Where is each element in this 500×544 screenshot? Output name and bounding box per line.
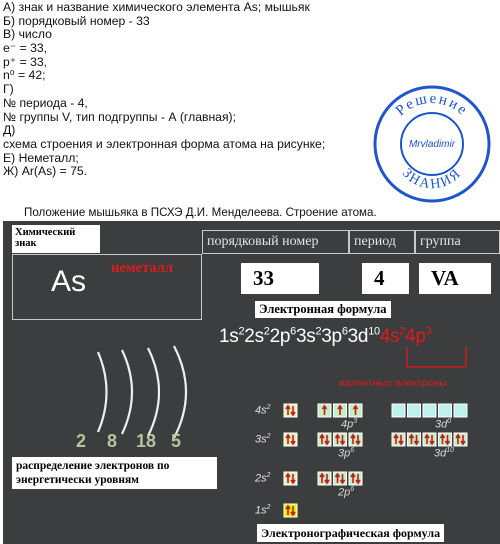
orbital-3d-cell <box>392 433 405 446</box>
text-line: № группы V, тип подгруппы - А (главная); <box>3 109 237 124</box>
text-line: В) число <box>3 27 52 42</box>
orbital-2p-cell <box>334 472 347 485</box>
text-line: № периода - 4, <box>3 95 88 110</box>
stamp-top-text: Решение <box>392 90 472 120</box>
orbital-3d-empty-cell <box>423 404 436 417</box>
text-line: Б) порядковый номер - 33 <box>3 13 150 28</box>
level-4s: $4s^2$ <box>255 404 271 417</box>
header-period: период <box>349 230 415 254</box>
orbital-2s-cell <box>284 472 297 485</box>
symbol-label: Химический знак <box>12 225 100 253</box>
graphic-formula-label: Электронографическая формула <box>257 524 444 542</box>
sublevel-4p: $4p^3$ <box>341 418 358 431</box>
atom-structure-panel <box>3 221 500 544</box>
shell-arc <box>148 348 159 436</box>
text-line: Ж) Ar(As) = 75. <box>3 164 88 179</box>
sublevel-2p: $2p^6$ <box>338 486 355 499</box>
orbital-3p-cell <box>318 433 331 446</box>
shell-arc <box>122 350 132 434</box>
text-line: Е) Неметалл; <box>3 150 79 165</box>
valence-electrons-label: валентные электроны <box>339 377 447 389</box>
sublevel-3p: $3p^6$ <box>338 447 355 460</box>
period-value: 4 <box>362 263 409 294</box>
text-line: e⁻ = 33, <box>3 41 48 56</box>
formula-valence: $4s^24p^3$ <box>379 326 432 348</box>
element-symbol: As <box>51 265 87 298</box>
sublevel-3d: $3d^{10}$ <box>434 447 455 460</box>
shell-count: 8 <box>107 431 118 451</box>
header-number: порядковый номер <box>202 230 349 254</box>
orbital-2p-cell <box>349 472 362 485</box>
text-line: Д) <box>3 123 16 138</box>
orbital-3d-cell <box>408 433 421 446</box>
orbital-4s-cell <box>284 404 297 417</box>
answer-text <box>3 1 363 179</box>
stamp-bottom-text: ЗНАНИЯ <box>399 165 465 193</box>
group-value: VA <box>419 263 491 294</box>
orbital-3d-cell <box>423 433 436 446</box>
orbital-3d-empty-cell <box>408 404 421 417</box>
text-line: А) знак и название химического элемента As; мышьяк <box>3 0 310 14</box>
atomic-number: 33 <box>241 263 319 294</box>
shell-arc <box>174 346 186 438</box>
level-3s: $3s^2$ <box>255 433 271 446</box>
text-line: Г) <box>3 82 14 97</box>
orbital-3d-empty-cell <box>454 404 467 417</box>
orbital-3d-empty-cell <box>439 404 452 417</box>
stamp-seal <box>372 84 492 204</box>
shell-count: 2 <box>76 431 87 451</box>
shell-count: 5 <box>171 431 182 451</box>
svg-text:ЗНАНИЯ <box>399 166 465 193</box>
orbital-1s-cell <box>284 504 297 517</box>
orbital-3s-cell <box>284 433 297 446</box>
orbital-3d-empty-cell <box>392 404 405 417</box>
text-line: n⁰ = 42; <box>3 68 46 83</box>
orbital-3d-cell <box>439 433 452 446</box>
orbital-2p-cell <box>318 472 331 485</box>
shell-count: 18 <box>136 431 157 451</box>
orbital-3p-cell <box>334 433 347 446</box>
orbital-3d-cell <box>454 433 467 446</box>
sublevel-3d-empty: $3d^0$ <box>435 418 452 431</box>
text-line: p⁺ = 33, <box>3 54 48 69</box>
electron-formula-label: Электронная формула <box>255 301 391 318</box>
orbital-3p-cell <box>349 433 362 446</box>
level-2s: $2s^2$ <box>255 472 271 485</box>
shell-arc <box>98 352 107 432</box>
distribution-label: распределение электронов по энергетически уровням <box>12 457 217 489</box>
header-group: группа <box>415 230 500 254</box>
stamp-center-text: Mrvladimir <box>408 139 456 150</box>
figure-caption: Положение мышьяка в ПСХЭ Д.И. Менделеева. Строение атома. <box>24 206 377 219</box>
formula-core: $1s^22s^22p^63s^23p^63d^{10}$ <box>219 326 380 348</box>
element-type: неметалл <box>111 260 174 276</box>
text-line: схема строения и электронная форма атома на рисунке; <box>3 136 326 151</box>
level-1s: $1s^2$ <box>255 504 271 517</box>
